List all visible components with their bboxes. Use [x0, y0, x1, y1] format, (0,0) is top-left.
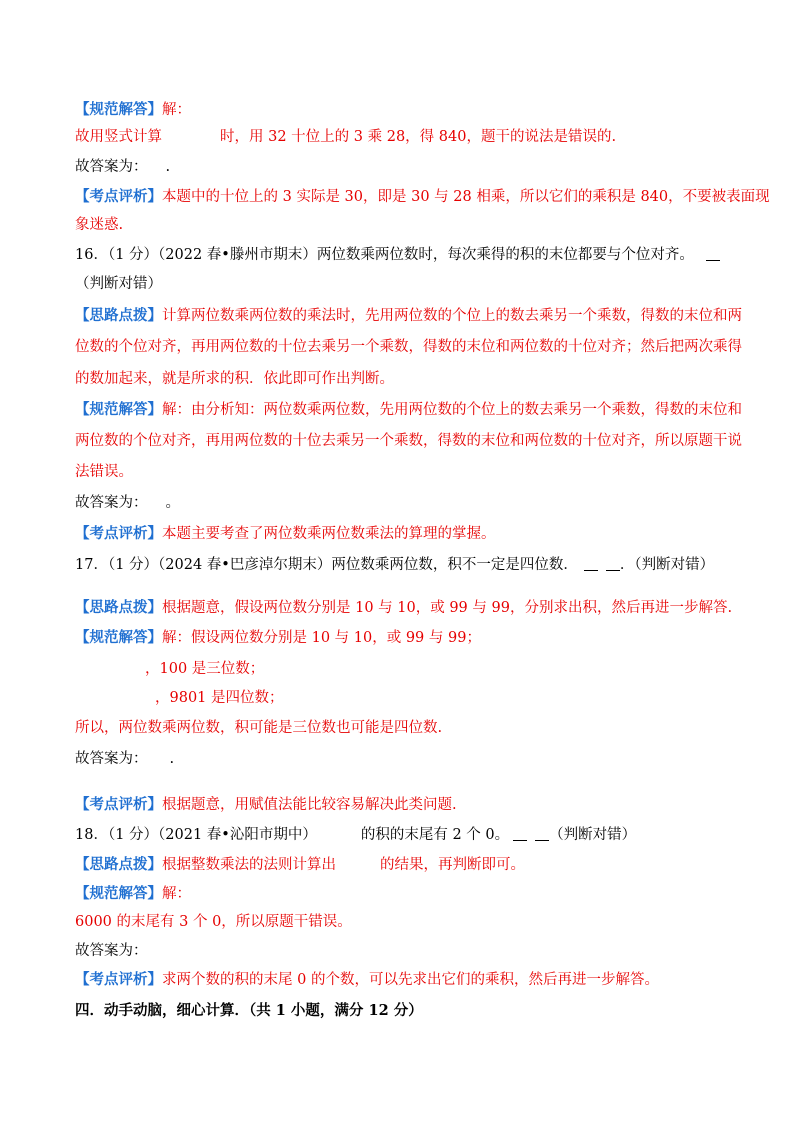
q17-hint — [75, 598, 732, 618]
tag-standard-solution: 【规范解答】 — [75, 885, 162, 902]
q18-solution-line: 6000 的末尾有 3 个 0，所以原题干错误。 — [75, 914, 352, 930]
q17-evaluation — [75, 795, 457, 815]
q16-stem — [75, 245, 720, 265]
hint-text: 的结果，再判断即可。 — [380, 857, 525, 873]
q16-hint-cont-2: 的数加起来，就是所求的积．依此即可作出判断。 — [75, 371, 394, 387]
q15-answer — [75, 157, 170, 177]
q16-answer — [75, 493, 180, 513]
q16-solution-cont-2: 法错误。 — [75, 464, 133, 480]
q18-evaluation — [75, 970, 659, 990]
solution-text: 故用竖式计算 — [75, 129, 162, 145]
q17-stem — [75, 555, 714, 575]
tag-hint: 【思路点拨】 — [75, 307, 162, 324]
tag-standard-solution: 【规范解答】 — [75, 101, 162, 118]
q15-solution-header — [75, 100, 191, 120]
answer-blank — [584, 556, 598, 571]
answer-mark: . — [165, 159, 171, 175]
question-stem: 的积的末尾有 2 个 0。 — [360, 827, 510, 843]
answer-mark: . — [169, 751, 175, 767]
q16-solution-cont-1: 两位数的个位对齐，再用两位数的十位去乘另一个乘数，得数的末位和两位数的十位对齐，所以原题干说 — [75, 433, 742, 449]
hint-text: 根据题意，假设两位数分别是 10 与 10，或 99 与 99，分别求出积，然后再进一步解答. — [162, 600, 733, 616]
answer-label: 故答案为： — [75, 495, 148, 511]
solution-text: 解：由分析知：两位数乘两位数，先用两位数的个位上的数去乘另一个乘数，得数的末位和 — [162, 402, 742, 418]
hint-text: 计算两位数乘两位数的乘法时，先用两位数的个位上的数去乘另一个乘数，得数的末位和两 — [162, 308, 742, 324]
tag-standard-solution: 【规范解答】 — [75, 401, 162, 418]
q17-calc-1: ，100 是三位数； — [145, 661, 265, 677]
answer-blank — [535, 826, 549, 841]
answer-blank — [706, 246, 720, 261]
section-4-title: 四．动手动脑，细心计算．（共 1 小题，满分 12 分） — [75, 1002, 423, 1019]
answer-mark: 。 — [165, 495, 180, 511]
q18-stem — [75, 825, 636, 845]
q18-hint — [75, 855, 525, 875]
q16-hint — [75, 306, 742, 326]
question-tail: ．（判断对错） — [619, 557, 715, 573]
tag-hint: 【思路点拨】 — [75, 856, 162, 873]
q18-solution — [75, 884, 191, 904]
tag-evaluation: 【考点评析】 — [75, 525, 162, 542]
q17-conclusion: 所以，两位数乘两位数，积可能是三位数也可能是四位数. — [75, 720, 443, 736]
evaluation-text: 求两个数的积的末尾 0 的个数，可以先求出它们的乘积，然后再进一步解答。 — [162, 972, 659, 988]
q16-evaluation — [75, 524, 496, 544]
evaluation-text: 本题中的十位上的 3 实际是 30，即是 30 与 28 相乘，所以它们的乘积是 840，不要被表面现 — [162, 189, 770, 205]
q18-answer: 故答案为： — [75, 943, 148, 959]
question-stem: 17．（1 分）（2024 春•巴彦淖尔期末）两位数乘两位数，积不一定是四位数． — [75, 557, 578, 573]
q16-solution — [75, 400, 742, 420]
q17-answer — [75, 749, 174, 769]
question-stem: 18．（1 分）（2021 春•沁阳市期中） — [75, 827, 317, 843]
solution-text: 时，用 32 十位上的 3 乘 28，得 840，题干的说法是错误的. — [220, 129, 617, 145]
tag-evaluation: 【考点评析】 — [75, 188, 162, 205]
q16-stem-tail: （判断对错） — [75, 276, 162, 292]
tag-standard-solution: 【规范解答】 — [75, 629, 162, 646]
tag-evaluation: 【考点评析】 — [75, 971, 162, 988]
question-stem: 16．（1 分）（2022 春•滕州市期末）两位数乘两位数时，每次乘得的积的末位都要与个位对齐。 — [75, 247, 694, 263]
evaluation-text: 根据题意，用赋值法能比较容易解决此类问题. — [162, 797, 457, 813]
q17-solution — [75, 628, 481, 648]
answer-label: 故答案为： — [75, 159, 148, 175]
answer-blank — [606, 556, 620, 571]
hint-text: 根据整数乘法的法则计算出 — [162, 857, 336, 873]
q15-solution-line — [75, 127, 616, 147]
tag-evaluation: 【考点评析】 — [75, 796, 162, 813]
evaluation-text: 本题主要考查了两位数乘两位数乘法的算理的掌握。 — [162, 526, 496, 542]
tag-hint: 【思路点拨】 — [75, 599, 162, 616]
q17-calc-2: ，9801 是四位数； — [155, 690, 284, 706]
q15-evaluation — [75, 187, 770, 207]
solution-text: 解： — [162, 102, 191, 118]
q15-evaluation-cont: 象迷惑. — [75, 217, 124, 233]
solution-text: 解：假设两位数分别是 10 与 10，或 99 与 99； — [162, 630, 481, 646]
question-tail: （判断对错） — [549, 827, 637, 843]
q16-hint-cont-1: 位数的个位对齐，再用两位数的十位去乘另一个乘数，得数的末位和两位数的十位对齐；然后把两次乘得 — [75, 339, 742, 355]
answer-label: 故答案为： — [75, 751, 148, 767]
answer-blank — [513, 826, 527, 841]
solution-text: 解： — [162, 886, 191, 902]
